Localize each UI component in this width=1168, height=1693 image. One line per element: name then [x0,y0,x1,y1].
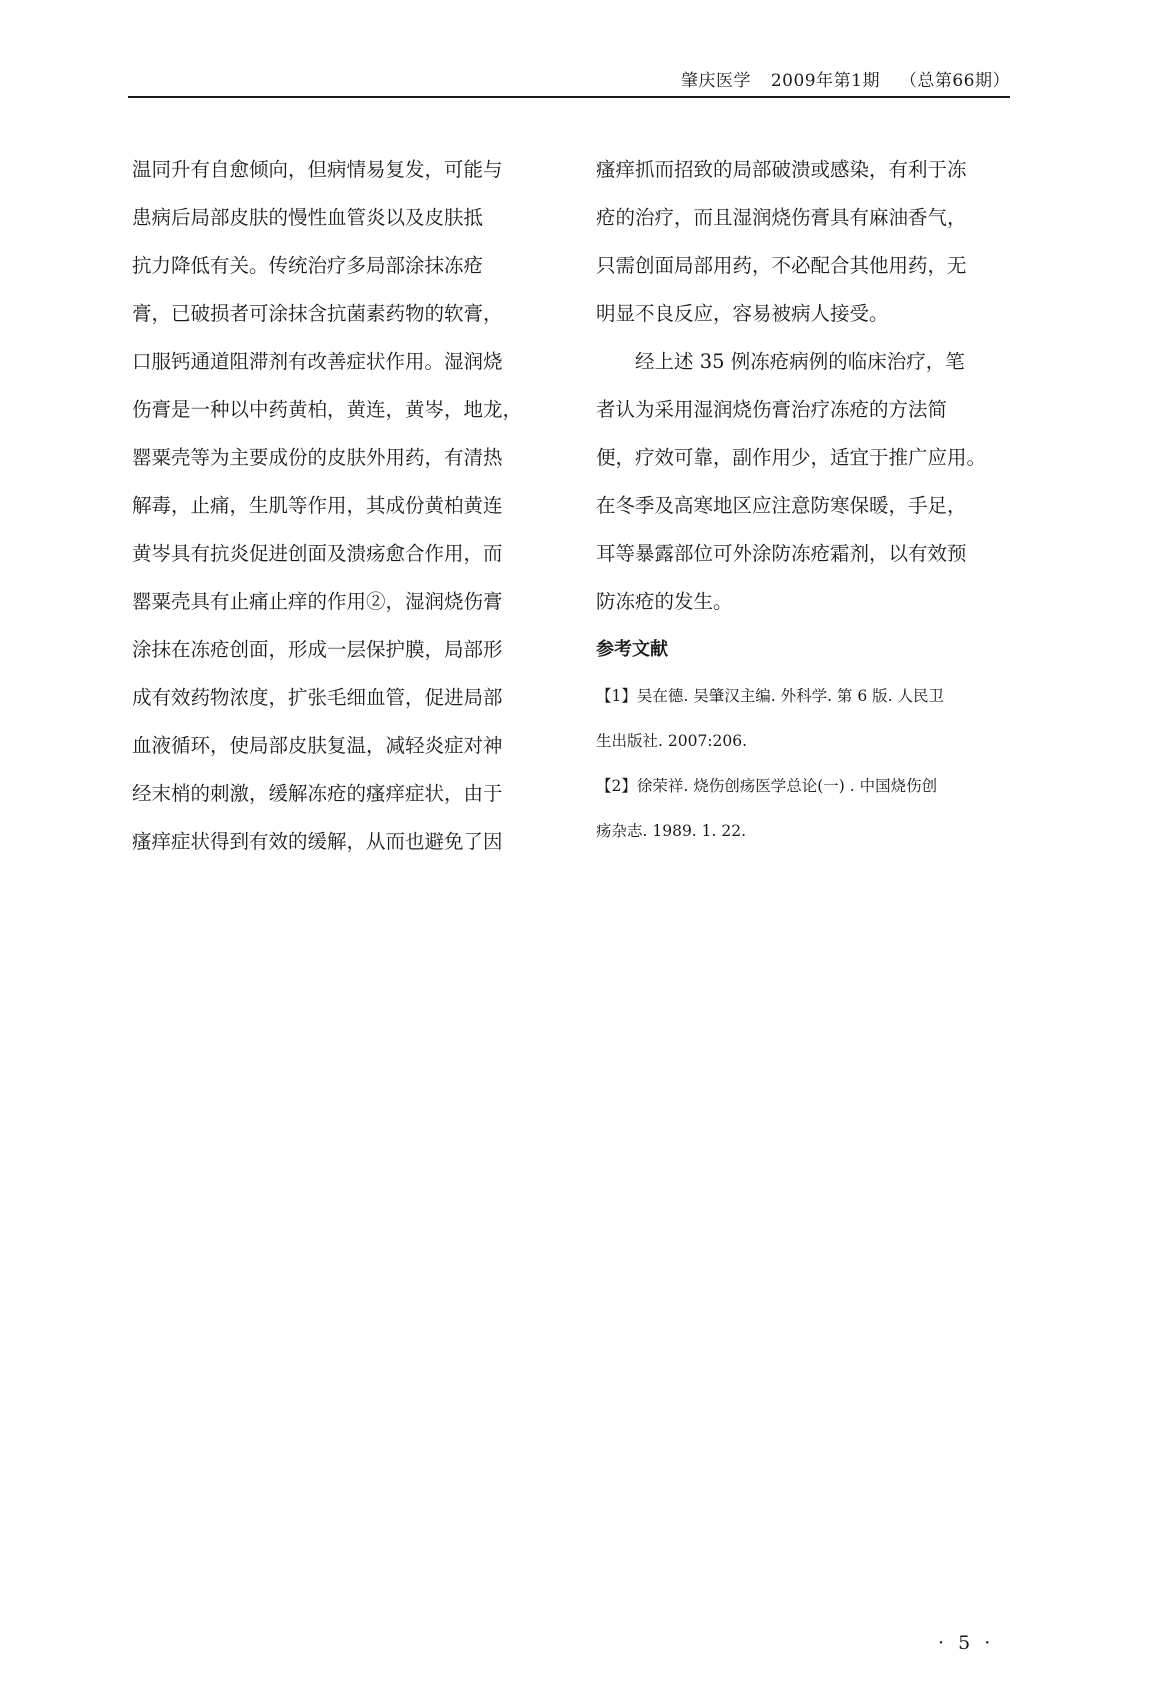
issue-number: 2009年第1期 [770,71,880,91]
right-column [596,146,1012,854]
references-heading: 参考文献 [596,639,668,660]
text-line: 成有效药物浓度，扩张毛细血管，促进局部 [132,686,503,709]
text-line: 涂抹在冻疮创面，形成一层保护膜，局部形 [132,638,503,661]
text-line: 罂粟壳具有止痛止痒的作用②，湿润烧伤膏 [132,590,503,613]
page-number: · 5 · [938,1632,995,1654]
reference-item [596,674,1012,764]
text-line: 在冬季及高寒地区应注意防寒保暖，手足， [596,494,967,517]
text-line: 口服钙通道阻滞剂有改善症状作用。湿润烧 [132,350,503,373]
text-line: 瘙痒症状得到有效的缓解，从而也避免了因 [132,830,503,853]
text-line: 罂粟壳等为主要成份的皮肤外用药，有清热 [132,446,503,469]
text-line: 伤膏是一种以中药黄柏，黄连，黄岑，地龙， [132,398,523,421]
text-line: 膏，已破损者可涂抹含抗菌素药物的软膏， [132,302,503,325]
conclusion-paragraph [596,338,1012,626]
running-header [128,66,1010,98]
journal-name: 肇庆医学 [680,71,751,91]
text-line: 疮的治疗，而且湿润烧伤膏具有麻油香气， [596,206,967,229]
body-paragraph [596,146,1012,338]
body-paragraph [132,146,556,866]
text-line: 明显不良反应，容易被病人接受。 [596,302,889,325]
text-line: 瘙痒抓而招致的局部破溃或感染，有利于冻 [596,158,967,181]
text-line: 患病后局部皮肤的慢性血管炎以及皮肤抵 [132,206,484,229]
left-column [132,146,556,866]
text-line: 便，疗效可靠，副作用少，适宜于推广应用。 [596,446,987,469]
text-line: 经上述 35 例冻疮病例的临床治疗，笔 [635,350,965,373]
text-line: 解毒，止痛，生肌等作用，其成份黄柏黄连 [132,494,503,517]
text-line: 耳等暴露部位可外涂防冻疮霜剂，以有效预 [596,542,967,565]
reference-line: 【2】徐荣祥. 烧伤创疡医学总论(一) . 中国烧伤创 [596,777,938,795]
text-line: 者认为采用湿润烧伤膏治疗冻疮的方法简 [596,398,948,421]
text-line: 抗力降低有关。传统治疗多局部涂抹冻疮 [132,254,484,277]
reference-line: 疡杂志. 1989. 1. 22. [596,822,747,840]
reference-line: 【1】吴在德. 吴肇汉主编. 外科学. 第 6 版. 人民卫 [596,687,944,705]
text-line: 经末梢的刺激，缓解冻疮的瘙痒症状，由于 [132,782,503,805]
text-line: 防冻疮的发生。 [596,590,733,613]
text-line: 温同升有自愈倾向，但病情易复发，可能与 [132,158,503,181]
text-line: 黄岑具有抗炎促进创面及溃疡愈合作用，而 [132,542,503,565]
total-issue-number: （总第66期） [899,71,1010,91]
reference-item [596,764,1012,854]
reference-line: 生出版社. 2007:206. [596,732,748,750]
text-line: 血液循环，使局部皮肤复温，减轻炎症对神 [132,734,503,757]
text-line: 只需创面局部用药，不必配合其他用药，无 [596,254,967,277]
